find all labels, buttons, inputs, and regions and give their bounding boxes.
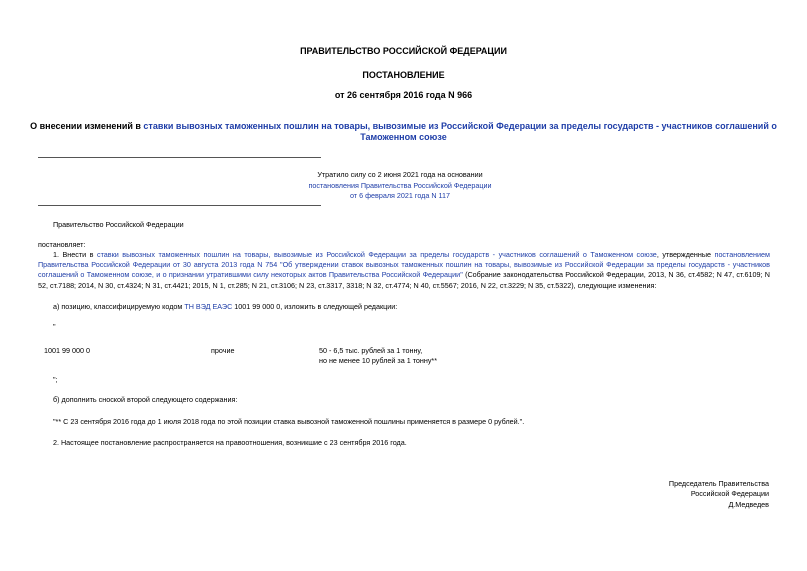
signature-block — [669, 479, 769, 510]
status-link-date[interactable]: от 6 февраля 2021 года N 117 — [349, 191, 451, 200]
p1-link-decree-754[interactable]: постановлением Правительства Российской Федерации от 30 августа 2013 года N 754 "Об утверждении ставок вывозных таможенных пошлин на товары, вывозимые из Российской Федерации за пределы государств - участников соглашений о Таможенном союзе, и о признании утратившими силу некоторых актов Правительства Российской Федерации" — [38, 250, 770, 280]
p1-mid: , утвержденные — [656, 250, 715, 259]
title-link[interactable]: ставки вывозных таможенных пошлин на товары, вывозимые из Российской Федерации за пределы государств - участников соглашений о Таможенном союзе — [143, 121, 777, 142]
status-note — [260, 170, 540, 202]
item-a-start: а) позицию, классифицируемую кодом — [53, 302, 185, 311]
divider-bottom — [38, 205, 321, 206]
p1-start: 1. Внести в — [53, 250, 97, 259]
signature-title: Председатель Правительства — [668, 479, 769, 488]
quote-close: "; — [53, 375, 58, 384]
item-a — [53, 302, 397, 312]
row-code: 1001 99 000 0 — [44, 346, 90, 355]
row-rate-line-1: 50 - 6,5 тыс. рублей за 1 тонну, — [319, 346, 423, 355]
title-prefix: О внесении изменений в — [30, 121, 144, 131]
decrees-word: постановляет: — [38, 240, 86, 249]
footnote-text: "** С 23 сентября 2016 года до 1 июля 2018 года по этой позиции ставка вывозной таможенной пошлины применяется в размере 0 рублей.". — [53, 417, 525, 426]
quote-open: " — [53, 322, 56, 331]
signature-org: Российской Федерации — [690, 489, 769, 499]
document-title — [28, 121, 779, 143]
p1-link-rates[interactable]: ставки вывозных таможенных пошлин на товары, вывозимые из Российской Федерации за пределы государств - участников соглашений о Таможенном союзе — [97, 250, 657, 259]
row-rate-line-2: но не менее 10 рублей за 1 тонну** — [319, 356, 438, 366]
government-heading: ПРАВИТЕЛЬСТВО РОССИЙСКОЙ ФЕДЕРАЦИИ — [300, 46, 507, 56]
row-rate — [319, 346, 437, 367]
divider-top — [38, 157, 321, 158]
paragraph-2: 2. Настоящее постановление распространяется на правоотношения, возникшие с 23 сентября 2016 года. — [53, 438, 407, 447]
item-b: б) дополнить сноской второй следующего содержания: — [53, 395, 238, 404]
status-link-decree[interactable]: постановления Правительства Российской Федерации — [308, 180, 492, 190]
item-a-end: 1001 99 000 0, изложить в следующей редакции: — [232, 302, 398, 311]
document-date-number: от 26 сентября 2016 года N 966 — [334, 90, 473, 100]
document-type: ПОСТАНОВЛЕНИЕ — [362, 70, 445, 80]
signature-name: Д.Медведев — [728, 499, 769, 509]
p1-end: (Собрание законодательства Российской Федерации, 2013, N 36, ст.4582; N 47, ст.6109; N 52, ст.7188; 2014, N 30, ст.4324; N 31, ст.4421; 2015, N 1, ст.285; N 21, ст.3106; N 23, ст.3317, 3318; N 32, ст.4774; N 40, ст.5567; 2016, N 22, ст.3229; N 35, ст.5322), следующие изменения: — [38, 270, 770, 290]
status-line: Утратило силу со 2 июня 2021 года на основании — [317, 170, 483, 179]
row-name: прочие — [211, 346, 235, 355]
tn-ved-link[interactable]: ТН ВЭД ЕАЭС — [184, 302, 233, 311]
government-subject: Правительство Российской Федерации — [53, 220, 184, 229]
paragraph-1 — [38, 250, 770, 291]
